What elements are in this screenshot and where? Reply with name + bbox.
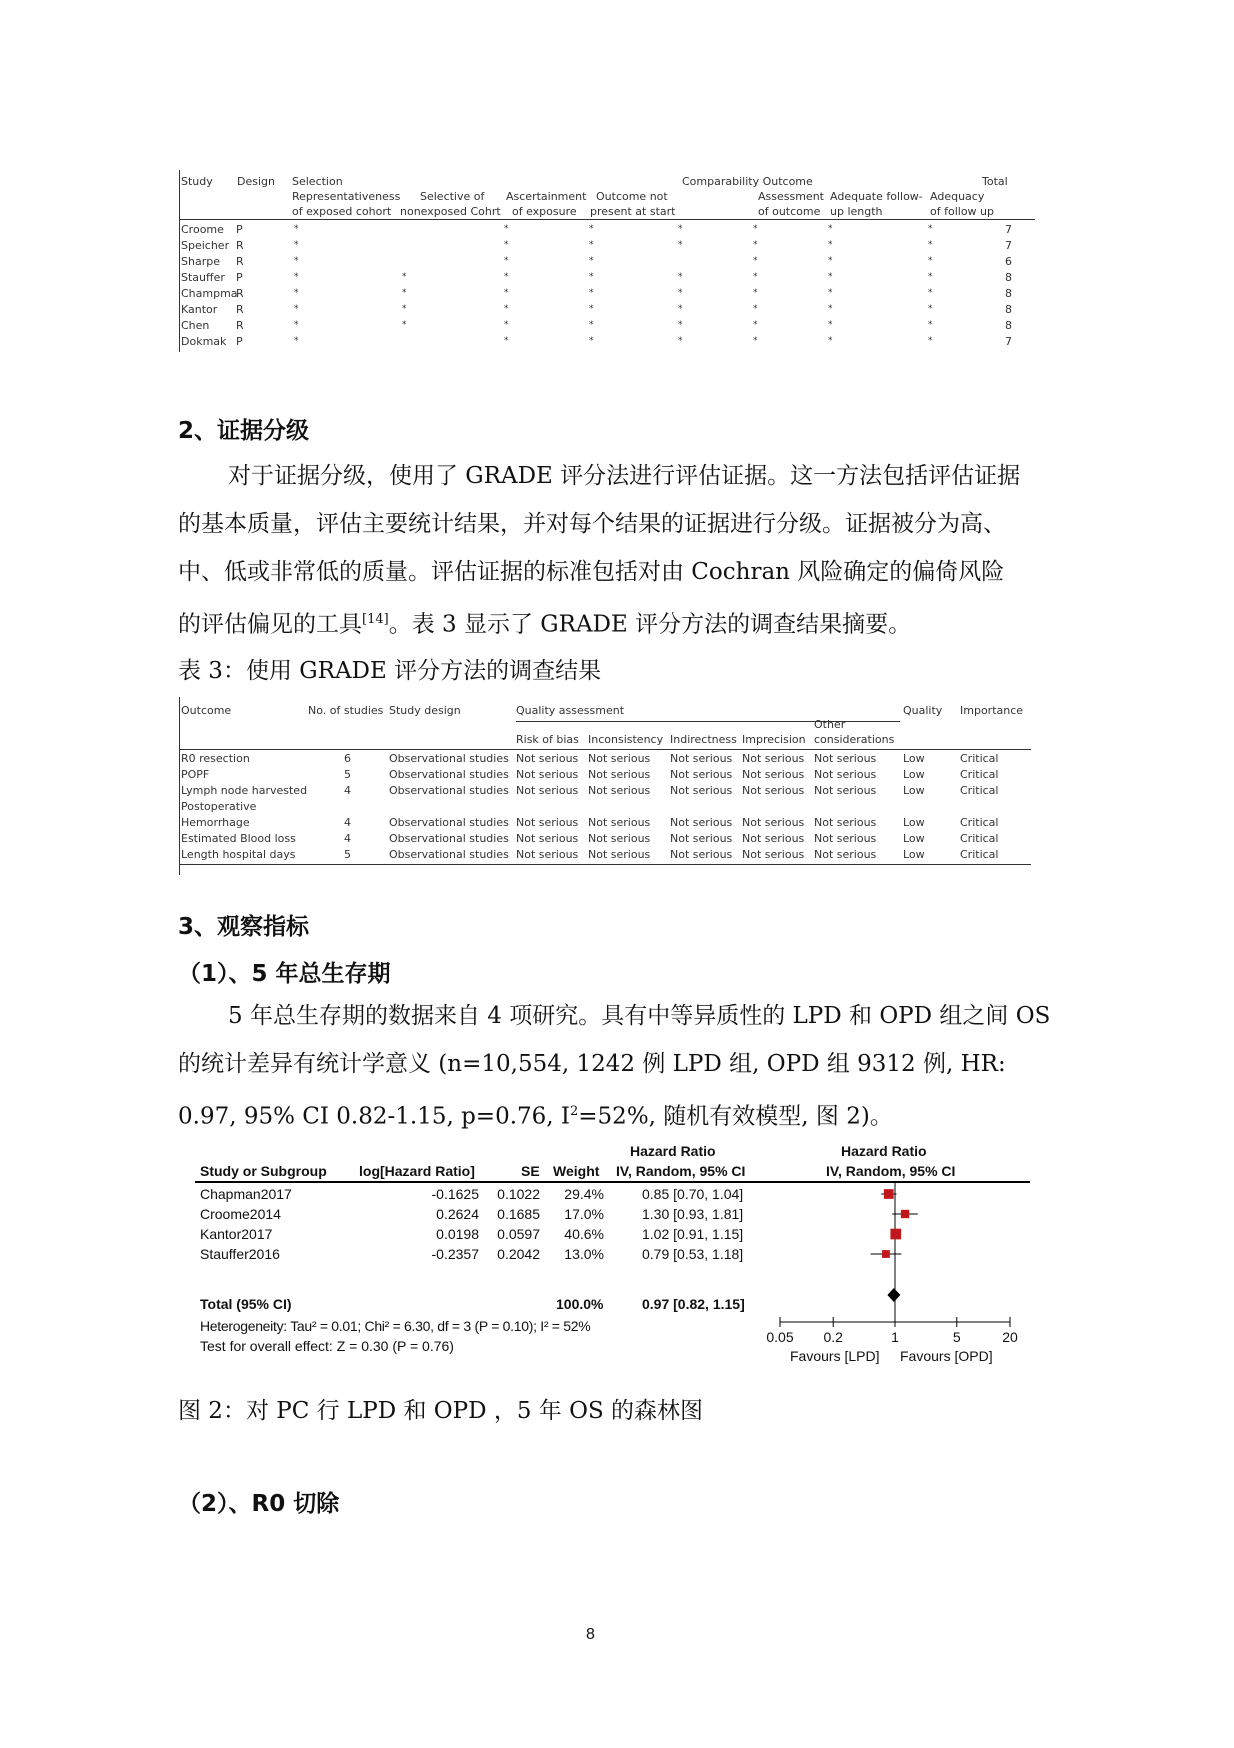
- nos-row-study: Croome: [181, 223, 224, 236]
- nos-row-star: *: [828, 320, 833, 330]
- nos-row-study: Speicher: [181, 239, 230, 252]
- nos-row-star: *: [294, 224, 299, 234]
- grade-left-border: [179, 697, 180, 875]
- nos-h3-3: present at start: [590, 205, 676, 218]
- grade-cell-imp: Not serious: [742, 816, 805, 829]
- fp-col-ci2: IV, Random, 95% CI: [826, 1163, 956, 1179]
- grade-cell-importance: Critical: [960, 768, 999, 781]
- grade-cell-outcome: Hemorrhage: [181, 816, 250, 829]
- grade-h-qa: Quality assessment: [516, 704, 625, 717]
- grade-cell-ind: Not serious: [670, 784, 733, 797]
- grade-h-importance: Importance: [960, 704, 1024, 717]
- grade-cell-design: Observational studies: [389, 848, 509, 861]
- nos-row-star: *: [294, 288, 299, 298]
- fp-tick-label: 5: [952, 1329, 961, 1345]
- grade-cell-design: Observational studies: [389, 768, 509, 781]
- fp-tick-label: 1: [891, 1329, 899, 1345]
- section3-sub1: （1）、5 年总生存期: [178, 961, 391, 987]
- grade-cell-imp: Not serious: [742, 752, 805, 765]
- nos-row-star: *: [589, 288, 594, 298]
- nos-h3-5: up length: [830, 205, 883, 218]
- nos-h3-6: of follow up: [930, 205, 994, 218]
- nos-row-star: *: [678, 336, 683, 346]
- grade-h-design: Study design: [389, 704, 461, 717]
- fp-total-ci: 0.97 [0.82, 1.15]: [642, 1296, 745, 1312]
- section3-sub2: （2）、R0 切除: [178, 1491, 340, 1517]
- grade-cell-importance: Critical: [960, 832, 999, 845]
- nos-row-star: *: [402, 288, 407, 298]
- nos-row-star: *: [753, 320, 758, 330]
- fp-row-study: Kantor2017: [200, 1226, 273, 1242]
- nos-row-star: *: [294, 272, 299, 282]
- fp-study-marker: [884, 1189, 894, 1199]
- grade-h-other2: considerations: [814, 733, 895, 746]
- grade-cell-rob: Not serious: [516, 752, 579, 765]
- fp-col-study: Study or Subgroup: [200, 1163, 327, 1179]
- grade-cell-other: Not serious: [814, 832, 877, 845]
- nos-row-star: *: [402, 272, 407, 282]
- nos-row-total: 7: [1005, 335, 1012, 348]
- grade-h-rob: Risk of bias: [516, 733, 579, 746]
- fp-study-marker: [901, 1210, 909, 1218]
- grade-cell-rob: Not serious: [516, 816, 579, 829]
- nos-row-total: 8: [1005, 271, 1012, 284]
- nos-row-star: *: [828, 224, 833, 234]
- nos-row-star: *: [928, 256, 933, 266]
- nos-row-star: *: [589, 320, 594, 330]
- fp-row-weight: 13.0%: [564, 1246, 604, 1262]
- grade-h-imp: Imprecision: [742, 733, 806, 746]
- grade-cell-ind: Not serious: [670, 816, 733, 829]
- nos-h3-4: of outcome: [758, 205, 821, 218]
- nos-h2-1: Selective of: [420, 190, 485, 203]
- fp-row-study: Croome2014: [200, 1206, 281, 1222]
- grade-cell-importance: Critical: [960, 752, 999, 765]
- forest-plot-graph: [760, 1182, 1040, 1362]
- page-number: 8: [586, 1626, 595, 1643]
- fp-tick-label: 0.2: [823, 1329, 843, 1345]
- nos-h3-1: nonexposed Cohrt: [400, 205, 501, 218]
- nos-row-star: *: [928, 336, 933, 346]
- fp-study-marker: [890, 1229, 901, 1240]
- nos-row-star: *: [294, 336, 299, 346]
- i-squared-sup: 2: [570, 1104, 579, 1119]
- nos-row-design: R: [236, 319, 244, 332]
- grade-cell-quality: Low: [903, 848, 925, 861]
- grade-cell-design: Observational studies: [389, 816, 509, 829]
- nos-h-total: Total: [982, 175, 1008, 188]
- nos-row-design: R: [236, 255, 244, 268]
- nos-row-star: *: [678, 288, 683, 298]
- fp-hr-header-1: Hazard Ratio: [630, 1143, 716, 1159]
- fp-row-se: 0.1685: [497, 1206, 540, 1222]
- fp-study-marker: [882, 1250, 890, 1258]
- grade-h-quality: Quality: [903, 704, 943, 717]
- figure2-caption: 图 2：对 PC 行 LPD 和 OPD ，5 年 OS 的森林图: [178, 1398, 704, 1424]
- grade-cell-inc: Not serious: [588, 784, 651, 797]
- fp-hr-header-2: Hazard Ratio: [841, 1143, 927, 1159]
- nos-h2-6: Adequacy: [930, 190, 985, 203]
- nos-row-total: 7: [1005, 239, 1012, 252]
- grade-cell-ind: Not serious: [670, 768, 733, 781]
- grade-cell-quality: Low: [903, 768, 925, 781]
- fp-row-log: 0.2624: [436, 1206, 479, 1222]
- fp-total-label: Total (95% CI): [200, 1296, 292, 1312]
- grade-cell-imp: Not serious: [742, 848, 805, 861]
- nos-row-star: *: [402, 320, 407, 330]
- nos-row-star: *: [504, 336, 509, 346]
- section2-line-4a: 的评估偏见的工具: [178, 611, 362, 638]
- fp-row-ci: 1.30 [0.93, 1.81]: [642, 1206, 744, 1222]
- grade-cell-n: 4: [344, 832, 351, 845]
- grade-cell-quality: Low: [903, 832, 925, 845]
- nos-header-rule: [179, 219, 1035, 220]
- table3-caption: 表 3：使用 GRADE 评分方法的调查结果: [178, 658, 602, 684]
- grade-cell-inc: Not serious: [588, 768, 651, 781]
- nos-row-star: *: [928, 240, 933, 250]
- nos-row-star: *: [753, 240, 758, 250]
- section2-line-4: [178, 596, 1078, 649]
- grade-cell-importance: Critical: [960, 784, 999, 797]
- grade-cell-inc: Not serious: [588, 832, 651, 845]
- nos-row-design: P: [236, 335, 243, 348]
- nos-row-star: *: [504, 320, 509, 330]
- nos-row-design: R: [236, 287, 244, 300]
- section2-heading: 2、证据分级: [178, 418, 310, 444]
- nos-row-total: 8: [1005, 287, 1012, 300]
- nos-h-design: Design: [237, 175, 275, 188]
- grade-cell-n: 5: [344, 768, 351, 781]
- nos-h2-2: Ascertainment: [506, 190, 587, 203]
- fp-total-weight: 100.0%: [556, 1296, 604, 1312]
- nos-row-study: Sharpe: [181, 255, 220, 268]
- nos-row-star: *: [678, 240, 683, 250]
- grade-cell-other: Not serious: [814, 752, 877, 765]
- grade-cell-other: Not serious: [814, 768, 877, 781]
- grade-cell-n: 4: [344, 784, 351, 797]
- nos-row-star: *: [753, 288, 758, 298]
- nos-row-star: *: [504, 304, 509, 314]
- nos-h-study: Study: [181, 175, 213, 188]
- fp-row-se: 0.0597: [497, 1226, 540, 1242]
- nos-row-star: *: [678, 304, 683, 314]
- grade-cell-design: Observational studies: [389, 752, 509, 765]
- grade-h-nstudies: No. of studies: [308, 704, 384, 717]
- nos-row-star: *: [928, 304, 933, 314]
- fp-col-weight: Weight: [553, 1163, 600, 1179]
- nos-row-star: *: [753, 256, 758, 266]
- section3-line-1: 5 年总生存期的数据来自 4 项研究。具有中等异质性的 LPD 和 OPD 组之间 OS: [228, 1003, 1051, 1029]
- grade-cell-n: 4: [344, 816, 351, 829]
- fp-tick-label: 20: [1002, 1329, 1018, 1345]
- nos-row-star: *: [589, 256, 594, 266]
- grade-cell-importance: Critical: [960, 848, 999, 861]
- grade-h-ind: Indirectness: [670, 733, 737, 746]
- grade-cell-rob: Not serious: [516, 784, 579, 797]
- fp-pooled-diamond: [887, 1288, 900, 1302]
- grade-h-outcome: Outcome: [181, 704, 232, 717]
- fp-tick-label: 0.05: [766, 1329, 794, 1345]
- nos-row-star: *: [294, 304, 299, 314]
- nos-row-star: *: [753, 224, 758, 234]
- nos-row-design: R: [236, 303, 244, 316]
- section3-line-3a: 0.97, 95% CI 0.82-1.15, p=0.76, I: [178, 1103, 570, 1130]
- grade-cell-rob: Not serious: [516, 848, 579, 861]
- grade-cell-imp: Not serious: [742, 784, 805, 797]
- nos-row-star: *: [828, 288, 833, 298]
- nos-row-star: *: [294, 320, 299, 330]
- fp-row-ci: 0.79 [0.53, 1.18]: [642, 1246, 744, 1262]
- grade-cell-inc: Not serious: [588, 816, 651, 829]
- grade-cell-outcome: POPF: [181, 768, 210, 781]
- citation-14: [14]: [362, 612, 389, 627]
- grade-cell-n: 6: [344, 752, 351, 765]
- section2-line-1: 对于证据分级，使用了 GRADE 评分法进行评估证据。这一方法包括评估证据: [228, 463, 1021, 489]
- fp-row-weight: 40.6%: [564, 1226, 604, 1242]
- nos-row-star: *: [928, 224, 933, 234]
- nos-h3-2: of exposure: [512, 205, 577, 218]
- nos-row-star: *: [828, 304, 833, 314]
- grade-cell-ind: Not serious: [670, 832, 733, 845]
- fp-row-ci: 0.85 [0.70, 1.04]: [642, 1186, 744, 1202]
- nos-row-star: *: [589, 272, 594, 282]
- nos-row-star: *: [828, 256, 833, 266]
- nos-row-total: 8: [1005, 319, 1012, 332]
- grade-header-rule: [179, 749, 1031, 750]
- nos-h2-5: Adequate follow-: [830, 190, 923, 203]
- fp-row-weight: 29.4%: [564, 1186, 604, 1202]
- fp-col-se: SE: [521, 1163, 540, 1179]
- nos-h2-4: Assessment: [758, 190, 824, 203]
- nos-row-total: 7: [1005, 223, 1012, 236]
- fp-heterogeneity: Heterogeneity: Tau² = 0.01; Chi² = 6.30, df = 3 (P = 0.10); I² = 52%: [200, 1318, 591, 1334]
- nos-row-study: Champma: [181, 287, 238, 300]
- grade-cell-inc: Not serious: [588, 752, 651, 765]
- nos-row-star: *: [678, 272, 683, 282]
- nos-row-star: *: [589, 240, 594, 250]
- nos-row-star: *: [928, 288, 933, 298]
- nos-row-star: *: [753, 304, 758, 314]
- grade-cell-quality: Low: [903, 816, 925, 829]
- nos-row-total: 8: [1005, 303, 1012, 316]
- fp-row-log: -0.2357: [431, 1246, 479, 1262]
- nos-row-star: *: [678, 224, 683, 234]
- nos-row-star: *: [828, 240, 833, 250]
- nos-row-star: *: [928, 320, 933, 330]
- nos-row-star: *: [504, 288, 509, 298]
- fp-row-se: 0.2042: [497, 1246, 540, 1262]
- nos-left-border: [179, 170, 180, 352]
- nos-row-design: R: [236, 239, 244, 252]
- grade-cell-design: Observational studies: [389, 784, 509, 797]
- grade-cell-inc: Not serious: [588, 848, 651, 861]
- grade-cell-outcome: R0 resection: [181, 752, 250, 765]
- nos-row-star: *: [753, 336, 758, 346]
- grade-cell-quality: Low: [903, 752, 925, 765]
- nos-h-comparability: Comparability Outcome: [682, 175, 813, 188]
- fp-row-ci: 1.02 [0.91, 1.15]: [642, 1226, 744, 1242]
- section2-line-4b: 。表 3 显示了 GRADE 评分方法的调查结果摘要。: [388, 611, 912, 638]
- grade-cell-imp: Not serious: [742, 832, 805, 845]
- nos-h2-0: Representativeness: [292, 190, 401, 203]
- fp-col-ci: IV, Random, 95% CI: [616, 1163, 746, 1179]
- grade-cell-ind: Not serious: [670, 752, 733, 765]
- nos-row-star: *: [294, 240, 299, 250]
- grade-h-other: Other: [814, 718, 846, 731]
- section3-line-3b: =52%, 随机有效模型, 图 2)。: [578, 1103, 893, 1130]
- nos-row-star: *: [504, 240, 509, 250]
- nos-row-star: *: [753, 272, 758, 282]
- section2-para: [178, 452, 1078, 649]
- fp-row-log: 0.0198: [436, 1226, 479, 1242]
- grade-cell-other: Not serious: [814, 848, 877, 861]
- section3-para: [178, 992, 1078, 1141]
- grade-cell-other: Not serious: [814, 816, 877, 829]
- nos-row-star: *: [678, 320, 683, 330]
- fp-row-log: -0.1625: [431, 1186, 479, 1202]
- grade-cell-rob: Not serious: [516, 768, 579, 781]
- nos-h-selection: Selection: [292, 175, 343, 188]
- fp-overall-effect: Test for overall effect: Z = 0.30 (P = 0.76): [200, 1338, 454, 1354]
- grade-h-inc: Inconsistency: [588, 733, 664, 746]
- grade-cell-other: Not serious: [814, 784, 877, 797]
- grade-cell-outcome: Postoperative: [181, 800, 257, 813]
- nos-row-star: *: [504, 224, 509, 234]
- nos-row-study: Stauffer: [181, 271, 225, 284]
- fp-favours-opd: Favours [OPD]: [900, 1348, 993, 1364]
- nos-header: [181, 174, 1033, 190]
- grade-cell-quality: Low: [903, 784, 925, 797]
- fp-row-study: Chapman2017: [200, 1186, 292, 1202]
- section2-line-2: 的基本质量，评估主要统计结果，并对每个结果的证据进行分级。证据被分为高、: [178, 511, 1006, 537]
- nos-row-star: *: [589, 224, 594, 234]
- section3-line-3: [178, 1088, 1078, 1141]
- fp-favours-lpd: Favours [LPD]: [790, 1348, 880, 1364]
- nos-row-total: 6: [1005, 255, 1012, 268]
- section3-line-2: 的统计差异有统计学意义 (n=10,554, 1242 例 LPD 组, OPD 组 9312 例, HR:: [178, 1051, 1006, 1077]
- nos-row-star: *: [828, 336, 833, 346]
- grade-cell-rob: Not serious: [516, 832, 579, 845]
- nos-row-star: *: [828, 272, 833, 282]
- nos-h2-3: Outcome not: [596, 190, 668, 203]
- grade-cell-ind: Not serious: [670, 848, 733, 861]
- nos-h3-0: of exposed cohort: [292, 205, 392, 218]
- fp-row-se: 0.1022: [497, 1186, 540, 1202]
- grade-cell-outcome: Lymph node harvested: [181, 784, 308, 797]
- nos-row-star: *: [402, 304, 407, 314]
- grade-cell-imp: Not serious: [742, 768, 805, 781]
- fp-row-study: Stauffer2016: [200, 1246, 280, 1262]
- nos-row-study: Kantor: [181, 303, 218, 316]
- grade-cell-design: Observational studies: [389, 832, 509, 845]
- fp-col-log: log[Hazard Ratio]: [359, 1163, 475, 1179]
- nos-row-design: P: [236, 271, 243, 284]
- nos-row-design: P: [236, 223, 243, 236]
- nos-row-star: *: [589, 336, 594, 346]
- nos-row-study: Chen: [181, 319, 210, 332]
- nos-row-star: *: [589, 304, 594, 314]
- grade-bottom-rule: [179, 864, 1031, 865]
- grade-cell-n: 5: [344, 848, 351, 861]
- nos-row-star: *: [504, 272, 509, 282]
- grade-cell-outcome: Estimated Blood loss: [181, 832, 296, 845]
- nos-row-star: *: [294, 256, 299, 266]
- grade-cell-outcome: Length hospital days: [181, 848, 296, 861]
- nos-row-star: *: [504, 256, 509, 266]
- nos-row-star: *: [928, 272, 933, 282]
- fp-row-weight: 17.0%: [564, 1206, 604, 1222]
- section2-line-3: 中、低或非常低的质量。评估证据的标准包括对由 Cochran 风险确定的偏倚风险: [178, 559, 1005, 585]
- grade-cell-importance: Critical: [960, 816, 999, 829]
- section3-heading: 3、观察指标: [178, 914, 310, 940]
- nos-row-study: Dokmak: [181, 335, 227, 348]
